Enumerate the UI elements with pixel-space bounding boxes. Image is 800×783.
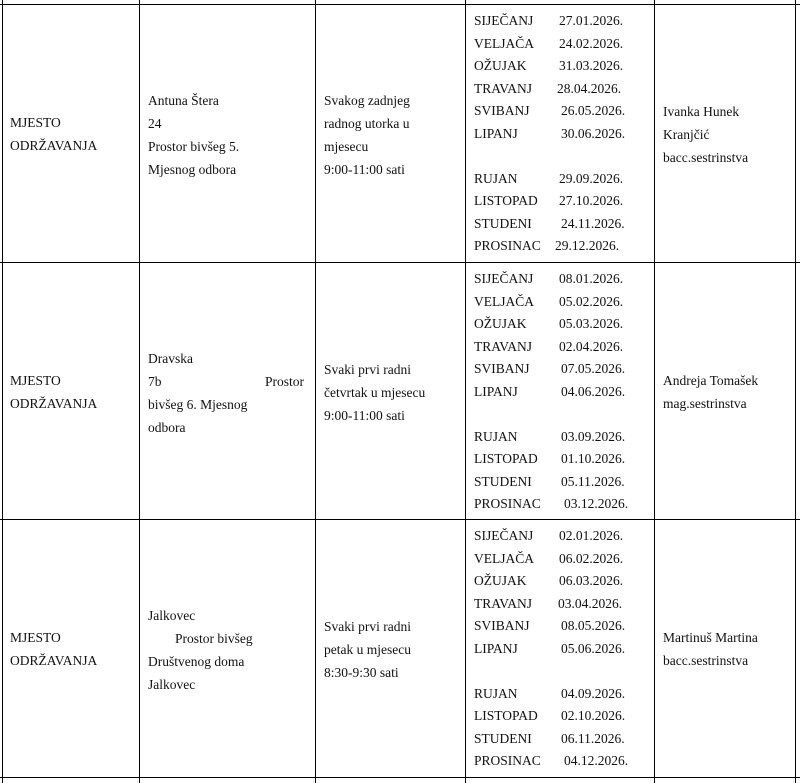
date-line: VELJAČA 24.02.2026. (474, 35, 624, 51)
date-line: LIPANJ 05.06.2026. (474, 640, 626, 656)
date-line: LISTOPAD 27.10.2026. (474, 193, 624, 209)
row-divider (0, 519, 800, 520)
date-line: STUDENI 05.11.2026. (474, 473, 625, 489)
date-line: SIJEČANJ 02.01.2026. (474, 528, 624, 543)
column-divider (465, 0, 466, 783)
date-line: LIPANJ 30.06.2026. (474, 125, 626, 141)
dates-cell (474, 10, 625, 258)
person-cell: Ivanka Hunek Kranjčić bacc.sestrinstva (663, 104, 749, 165)
date-line: VELJAČA 06.02.2026. (474, 550, 624, 566)
date-line: SIJEČANJ 08.01.2026. (474, 271, 624, 286)
date-line: LIPANJ 04.06.2026. (474, 383, 626, 399)
date-line: OŽUJAK 06.03.2026. (474, 573, 624, 589)
person-cell: Martinuš Martina bacc.sestrinstva (663, 630, 758, 668)
date-line: VELJAČA 05.02.2026. (474, 293, 624, 309)
date-line: SVIBANJ 26.05.2026. (474, 103, 626, 119)
date-line: OŽUJAK 05.03.2026. (474, 316, 624, 332)
row-divider (0, 4, 800, 5)
row-divider (0, 777, 800, 778)
table-border-right (795, 0, 796, 783)
date-line: PROSINAC 04.12.2026. (474, 753, 629, 769)
date-line: RUJAN 29.09.2026. (474, 170, 624, 186)
date-line: OŽUJAK 31.03.2026. (474, 58, 624, 74)
row-divider (0, 262, 800, 263)
address-cell: Antuna Štera 24 Prostor bivšeg 5. Mjesnog odbora (148, 93, 240, 177)
date-line: SVIBANJ 08.05.2026. (474, 618, 626, 634)
column-divider (315, 0, 316, 783)
column-divider (139, 0, 140, 783)
dates-cell (474, 525, 628, 773)
date-line: PROSINAC 29.12.2026. (474, 238, 620, 254)
schedule-cell: Svaki prvi radni četvrtak u mjesecu 9:00-11:00 sati (324, 362, 426, 423)
location-label: MJESTO ODRŽAVANJA (10, 115, 98, 153)
column-divider (654, 0, 655, 783)
date-line: LISTOPAD 01.10.2026. (474, 451, 626, 467)
address-cell: Jalkovec Prostor bivšeg Društvenog doma Jalkovec (148, 608, 253, 692)
date-line: RUJAN 03.09.2026. (474, 428, 626, 444)
person-cell: Andreja Tomašek mag.sestrinstva (663, 373, 759, 411)
date-line: LISTOPAD 02.10.2026. (474, 708, 626, 724)
date-line: SVIBANJ 07.05.2026. (474, 361, 626, 377)
address-cell: Dravska 7b Prostor bivšeg 6. Mjesnog odbora (148, 351, 304, 435)
date-line: STUDENI 24.11.2026. (474, 215, 625, 231)
schedule-cell: Svaki prvi radni petak u mjesecu 8:30-9:30 sati (324, 619, 411, 680)
date-line: TRAVANJ 02.04.2026. (474, 338, 624, 354)
date-line: TRAVANJ 03.04.2026. (474, 595, 623, 611)
date-line: SIJEČANJ 27.01.2026. (474, 13, 624, 28)
date-line: PROSINAC 03.12.2026. (474, 496, 629, 512)
dates-cell (474, 268, 628, 516)
table-border-left (2, 0, 3, 783)
date-line: RUJAN 04.09.2026. (474, 685, 626, 701)
location-label: MJESTO ODRŽAVANJA (10, 630, 98, 668)
location-label: MJESTO ODRŽAVANJA (10, 373, 98, 411)
date-line: TRAVANJ 28.04.2026. (474, 80, 622, 96)
schedule-cell: Svakog zadnjeg radnog utorka u mjesecu 9:00-11:00 sati (324, 93, 410, 177)
date-line: STUDENI 06.11.2026. (474, 730, 625, 746)
